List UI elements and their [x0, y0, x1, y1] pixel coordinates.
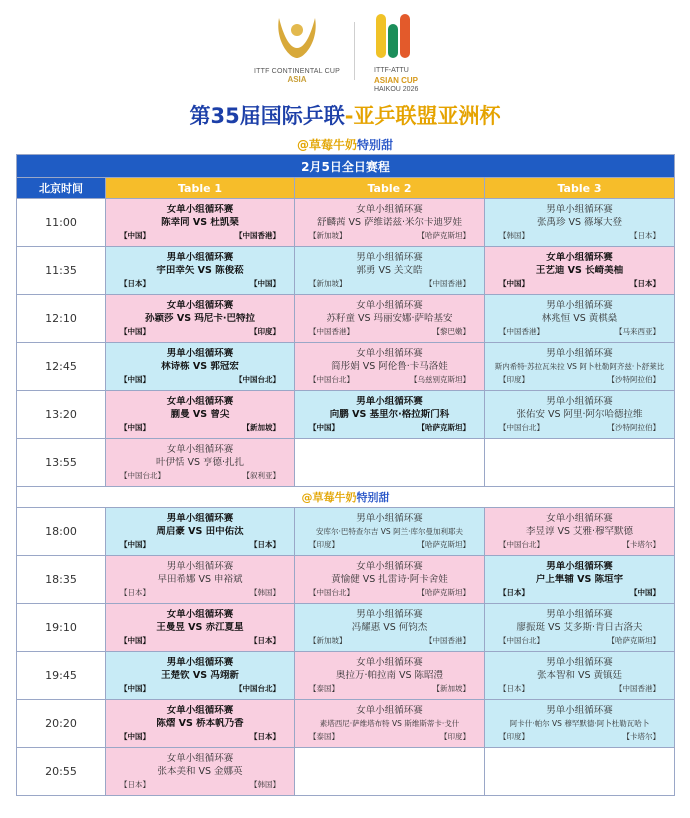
- match-players: 黄愉健 VS 扎雷诗·阿卡舍娃: [331, 574, 448, 585]
- match-players: 孙颖莎 VS 玛尼卡·巴特拉: [145, 313, 255, 324]
- match-players: 阿卡什·帕尔 VS 穆罕默德·阿卜杜勒瓦哈卜: [509, 719, 650, 728]
- player-a-country: 【印度】: [499, 732, 529, 741]
- title-part1: 第35届国际乒联: [189, 104, 345, 128]
- match-players: 陈幸同 VS 杜凯琹: [161, 217, 239, 228]
- schedule-row: [17, 508, 675, 556]
- match-card: [295, 343, 484, 390]
- player-b-country: 【卡塔尔】: [622, 732, 661, 741]
- player-b-country: 【日本】: [250, 732, 280, 741]
- match-card: [295, 604, 484, 651]
- match-event: 男单小组循环赛: [356, 609, 423, 620]
- session-morning: [17, 199, 675, 487]
- match-players: 户上隼辅 VS 陈垣宇: [535, 574, 624, 585]
- match-card: [485, 508, 674, 555]
- match-players: 斯内希特·苏拉瓦朱拉 VS 阿卜杜勒阿齐兹·卜舒莱比: [494, 362, 665, 371]
- match-players: 林兆恒 VS 黄棋燊: [541, 313, 618, 324]
- match-event: 男单小组循环赛: [546, 561, 613, 572]
- player-a-country: 【中国台北】: [309, 375, 354, 384]
- row-time: 18:35: [17, 556, 106, 604]
- player-b-country: 【中国香港】: [425, 279, 470, 288]
- player-a-country: 【日本】: [499, 588, 529, 597]
- schedule-row: [17, 199, 675, 247]
- match-cell: [106, 508, 295, 556]
- match-cell: [485, 700, 675, 748]
- empty-slot: [485, 748, 675, 796]
- match-event: 男单小组循环赛: [166, 513, 234, 524]
- match-event: 男单小组循环赛: [546, 348, 613, 359]
- match-card: [106, 604, 294, 651]
- match-event: 女单小组循环赛: [166, 300, 234, 311]
- match-event: 男单小组循环赛: [546, 657, 613, 668]
- match-event: 男单小组循环赛: [546, 300, 613, 311]
- match-cell: [106, 199, 295, 247]
- empty-slot: [485, 439, 675, 487]
- match-players: 蒯曼 VS 曾尖: [170, 409, 230, 420]
- match-card: [106, 700, 294, 747]
- match-players: 王曼昱 VS 赤江夏星: [156, 622, 244, 633]
- match-cell: [295, 700, 485, 748]
- player-a-country: 【印度】: [309, 540, 339, 549]
- col-header-table1: Table 1: [106, 178, 295, 199]
- match-card: [485, 556, 674, 603]
- match-card: [485, 391, 674, 438]
- player-b-country: 【中国】: [630, 588, 661, 597]
- player-b-country: 【中国】: [250, 279, 280, 288]
- player-b-country: 【中国香港】: [615, 684, 661, 693]
- schedule-table: [16, 154, 675, 796]
- match-event: 男单小组循环赛: [166, 561, 234, 572]
- player-b-country: 【沙特阿拉伯】: [607, 375, 661, 384]
- row-time: 11:35: [17, 247, 106, 295]
- asian-cup-logo: [372, 12, 452, 96]
- match-cell: [106, 391, 295, 439]
- logo-left-line2: ASIA: [287, 75, 307, 84]
- player-a-country: 【中国】: [120, 327, 150, 336]
- player-b-country: 【新加坡】: [432, 684, 470, 693]
- row-time: 20:20: [17, 700, 106, 748]
- schedule-row: [17, 439, 675, 487]
- player-a-country: 【泰国】: [309, 684, 339, 693]
- session-evening: [17, 508, 675, 796]
- player-a-country: 【中国香港】: [499, 327, 544, 336]
- match-players: 李昱谆 VS 艾雅·穆罕默德: [525, 526, 634, 537]
- player-b-country: 【卡塔尔】: [622, 540, 661, 549]
- match-card: [106, 748, 294, 795]
- match-event: 女单小组循环赛: [166, 609, 234, 620]
- match-card: [485, 199, 674, 246]
- player-b-country: 【中国香港】: [425, 636, 470, 645]
- match-event: 女单小组循环赛: [356, 300, 423, 311]
- match-event: 女单小组循环赛: [356, 561, 423, 572]
- match-players: 简彤娟 VS 阿伦鲁·卡马洛娃: [331, 361, 448, 372]
- match-players: 舒麟茜 VS 萨维诺兹·米尔卡迪罗娃: [316, 217, 463, 228]
- schedule-row: [17, 652, 675, 700]
- match-event: 男单小组循环赛: [546, 705, 613, 716]
- player-a-country: 【中国】: [499, 279, 529, 288]
- match-cell: [106, 652, 295, 700]
- match-players: 张本智和 VS 黄镇廷: [536, 670, 623, 681]
- player-b-country: 【日本】: [250, 636, 280, 645]
- logo-right-line3: HAIKOU 2026: [374, 86, 419, 93]
- player-a-country: 【中国】: [120, 684, 150, 693]
- player-b-country: 【日本】: [630, 231, 661, 240]
- row-time: 19:45: [17, 652, 106, 700]
- match-cell: [106, 700, 295, 748]
- match-players: 早田希娜 VS 申裕斌: [157, 574, 243, 585]
- match-players: 宇田幸矢 VS 陈俊菘: [156, 265, 244, 276]
- row-time: 12:10: [17, 295, 106, 343]
- match-event: 男单小组循环赛: [166, 252, 234, 263]
- match-players: 廖振珽 VS 艾多斯·肯日古洛夫: [516, 622, 643, 633]
- schedule-row: [17, 748, 675, 796]
- row-time: 12:45: [17, 343, 106, 391]
- ittf-continental-cup-logo: [247, 12, 347, 96]
- match-players: 陈熠 VS 桥本帆乃香: [156, 718, 244, 729]
- page-title: [0, 100, 690, 130]
- match-event: 女单小组循环赛: [356, 348, 423, 359]
- match-card: [485, 295, 674, 342]
- match-event: 女单小组循环赛: [546, 252, 613, 263]
- logo-left-line1: ITTF CONTINENTAL CUP: [253, 68, 341, 75]
- match-card: [295, 652, 484, 699]
- match-cell: [485, 343, 675, 391]
- match-event: 男单小组循环赛: [166, 348, 234, 359]
- match-card: [295, 700, 484, 747]
- match-card: [295, 556, 484, 603]
- match-event: 男单小组循环赛: [356, 252, 423, 263]
- match-card: [485, 700, 674, 747]
- player-a-country: 【日本】: [120, 279, 150, 288]
- match-card: [295, 508, 484, 555]
- match-cell: [295, 343, 485, 391]
- match-players: 王艺迪 VS 长崎美柚: [535, 265, 624, 276]
- match-cell: [295, 247, 485, 295]
- match-event: 女单小组循环赛: [356, 705, 423, 716]
- match-card: [485, 343, 674, 390]
- match-card: [106, 199, 294, 246]
- match-event: 男单小组循环赛: [356, 513, 423, 524]
- player-b-country: 【马来西亚】: [615, 327, 661, 336]
- logo-right-line1: ITTF-ATTU: [374, 67, 409, 74]
- match-cell: [106, 247, 295, 295]
- player-a-country: 【中国香港】: [309, 327, 354, 336]
- match-card: [485, 247, 674, 294]
- player-a-country: 【新加坡】: [309, 636, 347, 645]
- row-time: 20:55: [17, 748, 106, 796]
- match-cell: [485, 199, 675, 247]
- player-b-country: 【中国台北】: [235, 375, 280, 384]
- match-event: 女单小组循环赛: [166, 396, 234, 407]
- match-cell: [295, 199, 485, 247]
- match-card: [295, 199, 484, 246]
- player-b-country: 【新加坡】: [242, 423, 280, 432]
- player-a-country: 【中国】: [120, 732, 150, 741]
- player-a-country: 【中国】: [120, 636, 150, 645]
- match-cell: [485, 556, 675, 604]
- match-cell: [485, 391, 675, 439]
- match-card: [106, 391, 294, 438]
- player-b-country: 【哈萨克斯坦】: [417, 588, 470, 597]
- player-b-country: 【中国台北】: [235, 684, 280, 693]
- match-card: [106, 652, 294, 699]
- player-a-country: 【中国】: [309, 423, 339, 432]
- col-header-table2: Table 2: [295, 178, 485, 199]
- player-a-country: 【中国】: [120, 423, 150, 432]
- schedule-row: [17, 556, 675, 604]
- player-a-country: 【中国】: [120, 231, 150, 240]
- match-event: 女单小组循环赛: [166, 753, 234, 764]
- match-event: 男单小组循环赛: [356, 396, 423, 407]
- player-b-country: 【日本】: [250, 540, 280, 549]
- player-a-country: 【新加坡】: [309, 279, 347, 288]
- match-cell: [485, 295, 675, 343]
- schedule-row: [17, 604, 675, 652]
- match-cell: [106, 295, 295, 343]
- match-event: 女单小组循环赛: [356, 657, 423, 668]
- match-players: 苏籽童 VS 玛丽安娜·萨哈基安: [326, 313, 453, 324]
- schedule-row: [17, 391, 675, 439]
- match-players: 冯耀惠 VS 何钧杰: [351, 622, 428, 633]
- match-players: 张本美和 VS 金娜英: [157, 766, 243, 777]
- match-cell: [106, 343, 295, 391]
- player-a-country: 【中国台北】: [499, 636, 544, 645]
- mid-handle-at: @草莓牛奶: [301, 491, 357, 504]
- player-b-country: 【哈萨克斯坦】: [417, 540, 470, 549]
- trophy-emblem-icon: [267, 12, 327, 64]
- player-a-country: 【中国台北】: [499, 540, 544, 549]
- player-a-country: 【印度】: [499, 375, 529, 384]
- match-cell: [295, 508, 485, 556]
- player-a-country: 【中国】: [120, 375, 150, 384]
- match-cell: [295, 652, 485, 700]
- match-cell: [485, 604, 675, 652]
- schedule-row: [17, 343, 675, 391]
- player-a-country: 【中国台北】: [309, 588, 354, 597]
- player-a-country: 【日本】: [499, 684, 529, 693]
- match-players: 王楚钦 VS 冯翊新: [161, 670, 239, 681]
- match-event: 女单小组循环赛: [166, 204, 234, 215]
- schedule-row: [17, 295, 675, 343]
- player-b-country: 【印度】: [440, 732, 470, 741]
- player-b-country: 【韩国】: [250, 780, 280, 789]
- player-b-country: 【哈萨克斯坦】: [417, 231, 470, 240]
- match-event: 男单小组循环赛: [546, 396, 613, 407]
- match-players: 林诗栋 VS 郭冠宏: [161, 361, 239, 372]
- match-card: [295, 391, 484, 438]
- match-players: 郭勇 VS 关文皓: [356, 265, 423, 276]
- match-players: 张佑安 VS 阿里·阿尔哈德拉维: [516, 409, 643, 420]
- match-card: [106, 343, 294, 390]
- match-event: 男单小组循环赛: [546, 609, 613, 620]
- match-cell: [295, 391, 485, 439]
- row-time: 18:00: [17, 508, 106, 556]
- player-a-country: 【新加坡】: [309, 231, 347, 240]
- col-header-time: 北京时间: [17, 178, 106, 199]
- player-b-country: 【哈萨克斯坦】: [607, 636, 661, 645]
- match-card: [295, 295, 484, 342]
- empty-slot: [295, 748, 485, 796]
- match-card: [106, 247, 294, 294]
- match-event: 女单小组循环赛: [356, 204, 423, 215]
- asian-cup-emblem-icon: [374, 12, 418, 66]
- match-cell: [485, 652, 675, 700]
- match-players: 叶伊恬 VS 亨德·扎扎: [155, 457, 245, 468]
- player-a-country: 【泰国】: [309, 732, 339, 741]
- match-event: 男单小组循环赛: [166, 657, 234, 668]
- match-cell: [295, 604, 485, 652]
- player-b-country: 【中国香港】: [235, 231, 280, 240]
- col-header-table3: Table 3: [485, 178, 675, 199]
- player-b-country: 【黎巴嫩】: [432, 327, 470, 336]
- match-card: [485, 652, 674, 699]
- player-a-country: 【日本】: [120, 780, 150, 789]
- match-players: 周启豪 VS 田中佑汰: [156, 526, 244, 537]
- logo-divider: [354, 22, 355, 80]
- handle-rest: 特别甜: [357, 138, 394, 152]
- match-event: 女单小组循环赛: [546, 513, 613, 524]
- match-cell: [106, 748, 295, 796]
- match-event: 女单小组循环赛: [166, 444, 234, 455]
- match-cell: [295, 556, 485, 604]
- match-cell: [106, 556, 295, 604]
- match-cell: [106, 439, 295, 487]
- match-cell: [295, 295, 485, 343]
- match-cell: [106, 604, 295, 652]
- day-header: 2月5日全日赛程: [17, 155, 675, 178]
- logo-right-line2: ASIAN CUP: [374, 76, 419, 85]
- player-b-country: 【印度】: [250, 327, 280, 336]
- row-time: 13:55: [17, 439, 106, 487]
- match-players: 向鹏 VS 基里尔·格拉斯门科: [329, 409, 450, 420]
- match-card: [106, 295, 294, 342]
- author-handle: [0, 136, 690, 153]
- match-players: 奥拉万·帕拉南 VS 陈昭澧: [335, 670, 444, 681]
- match-card: [106, 508, 294, 555]
- match-card: [485, 604, 674, 651]
- header-logos: [0, 0, 690, 100]
- mid-author-handle: [17, 487, 675, 508]
- player-a-country: 【中国台北】: [499, 423, 544, 432]
- player-b-country: 【韩国】: [250, 588, 280, 597]
- match-cell: [485, 508, 675, 556]
- match-players: 素塔西尼·萨维塔布特 VS 斯维斯蒂卡·戈什: [319, 719, 460, 728]
- match-event: 男单小组循环赛: [546, 204, 613, 215]
- match-players: 安库尔·巴特查尔吉 VS 阿兰·库尔曼加利耶夫: [316, 527, 463, 536]
- player-a-country: 【中国】: [120, 540, 150, 549]
- title-part2: -亚乒联盟亚洲杯: [344, 104, 501, 128]
- match-players: 张禹珍 VS 篠塚大登: [536, 217, 623, 228]
- match-card: [106, 439, 294, 486]
- player-a-country: 【韩国】: [499, 231, 529, 240]
- player-b-country: 【叙利亚】: [242, 471, 280, 480]
- player-a-country: 【中国台北】: [120, 471, 165, 480]
- handle-at: @草莓牛奶: [296, 138, 357, 152]
- player-b-country: 【日本】: [630, 279, 661, 288]
- match-card: [106, 556, 294, 603]
- empty-slot: [295, 439, 485, 487]
- row-time: 11:00: [17, 199, 106, 247]
- match-card: [295, 247, 484, 294]
- match-cell: [485, 247, 675, 295]
- player-b-country: 【乌兹别克斯坦】: [410, 375, 470, 384]
- player-a-country: 【日本】: [120, 588, 150, 597]
- row-time: 19:10: [17, 604, 106, 652]
- schedule-row: [17, 700, 675, 748]
- mid-handle-rest: 特别甜: [356, 491, 390, 504]
- row-time: 13:20: [17, 391, 106, 439]
- schedule-row: [17, 247, 675, 295]
- match-event: 女单小组循环赛: [166, 705, 234, 716]
- player-b-country: 【哈萨克斯坦】: [417, 423, 470, 432]
- player-b-country: 【沙特阿拉伯】: [607, 423, 661, 432]
